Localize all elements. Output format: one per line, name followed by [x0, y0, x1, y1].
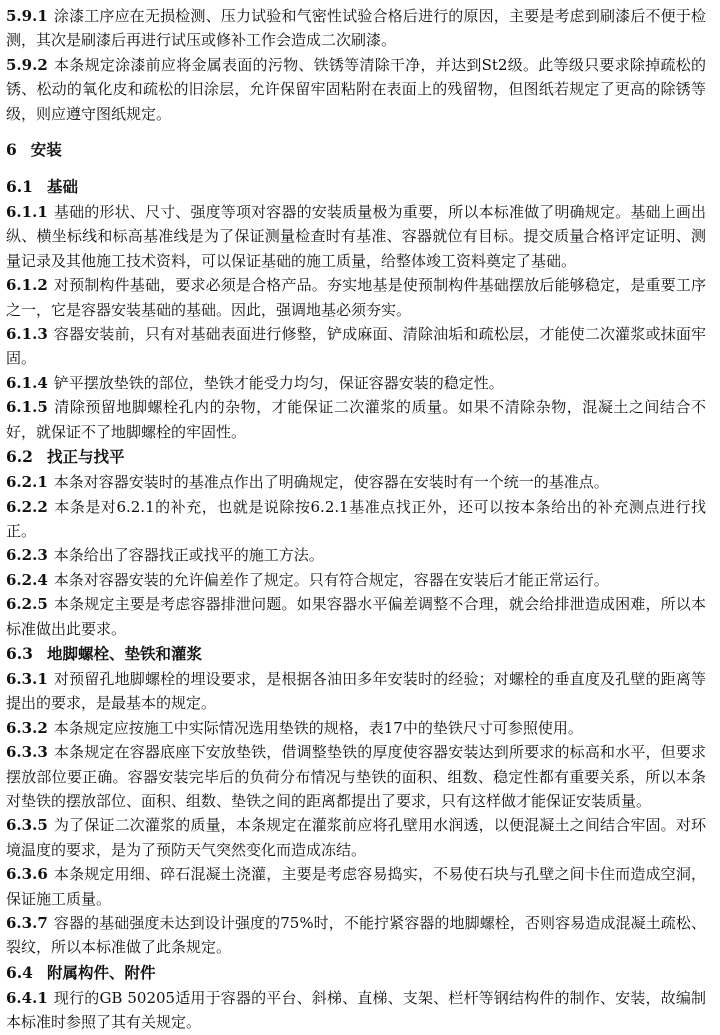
clause-number: 6.1.5: [6, 398, 48, 417]
clause-text: 本条规定涂漆前应将金属表面的污物、铁锈等清除干净，并达到St2级。此等级只要求除掉疏松的锈、松动的氧化皮和疏松的旧涂层，允许保留牢固粘附在表面上的残留物，但图纸若规定了更高的除锈等级，则应遵守图纸规定。: [6, 55, 706, 123]
section-heading: [6, 641, 706, 667]
clause-number: 6.2.1: [6, 473, 48, 492]
section-heading: [6, 960, 706, 986]
clause-number: 6.2.5: [6, 595, 48, 614]
clause-text: 为了保证二次灌浆的质量，本条规定在灌浆前应将孔壁用水润透，以便混凝土之间结合牢固。对环境温度的要求，是为了预防天气突然变化而造成冻结。: [6, 816, 706, 859]
clause-paragraph: [6, 322, 706, 371]
clause-number: 6.1.1: [6, 203, 48, 222]
clause-paragraph: [6, 667, 706, 716]
clause-text: 本条给出了容器找正或找平的施工方法。: [53, 546, 324, 565]
clause-number: 6.1.4: [6, 373, 48, 392]
clause-text: 对预制构件基础，要求必须是合格产品。夯实地基是使预制构件基础摆放后能够稳定，是重要工序之一，它是容器安装基础的基础。因此，强调地基必须夯实。: [6, 276, 706, 319]
clause-paragraph: [6, 986, 706, 1035]
clause-text: 清除预留地脚螺栓孔内的杂物，才能保证二次灌浆的质量。如果不清除杂物，混凝土之间结合不好，就保证不了地脚螺栓的牢固性。: [6, 398, 706, 441]
clause-paragraph: [6, 4, 706, 53]
clause-number: 6.2: [6, 447, 33, 467]
section-heading: [6, 174, 706, 200]
clause-paragraph: [6, 395, 706, 444]
clause-paragraph: [6, 813, 706, 862]
clause-paragraph: [6, 862, 706, 911]
clause-text: 本条对容器安装时的基准点作出了明确规定，使容器在安装时有一个统一的基准点。: [53, 473, 609, 492]
clause-paragraph: [6, 740, 706, 813]
clause-number: 6.1: [6, 177, 33, 197]
clause-text: 现行的GB 50205适用于容器的平台、斜梯、直梯、支架、栏杆等钢结构件的制作、安装，故编制本标准时参照了其有关规定。: [6, 988, 706, 1032]
clause-number: 6.3.1: [6, 669, 48, 688]
clause-number: 6.3.2: [6, 718, 48, 737]
clause-text: 本条对容器安装的允许偏差作了规定。只有符合规定，容器在安装后才能正常运行。: [53, 570, 609, 589]
clause-text: 涂漆工序应在无损检测、压力试验和气密性试验合格后进行的原因，主要是考虑到刷漆后不便于检测，其次是刷漆后再进行试压或修补工作会造成二次刷漆。: [6, 7, 706, 50]
clause-number: 6.1.2: [6, 276, 48, 295]
clause-number: 6.2.3: [6, 546, 48, 565]
clause-text: 安装: [30, 140, 62, 160]
clause-text: 基础的形状、尺寸、强度等项对容器的安装质量极为重要，所以本标准做了明确规定。基础上画出纵、横坐标线和标高基准线是为了保证测量检查时有基准、容器就位有目标。提交质量合格评定证明、测量记录及其他施工技术资料，可以保证基础的施工质量，给整体竣工资料奠定了基础。: [6, 203, 706, 270]
clause-paragraph: [6, 911, 706, 960]
clause-number: 6.3.6: [6, 865, 48, 884]
clause-number: 6.3.3: [6, 743, 48, 762]
clause-paragraph: [6, 273, 706, 322]
clause-text: 基础: [46, 177, 78, 197]
clause-paragraph: [6, 543, 706, 567]
clause-paragraph: [6, 200, 706, 273]
clause-paragraph: [6, 371, 706, 395]
clause-paragraph: [6, 53, 706, 126]
clause-text: 找正与找平: [46, 447, 125, 467]
clause-number: 6.3.5: [6, 816, 48, 835]
clause-text: 本条是对6.2.1的补充，也就是说除按6.2.1基准点找正外，还可以按本条给出的补充测点进行找正。: [6, 497, 706, 540]
clause-paragraph: [6, 568, 706, 592]
clause-text: 本条规定在容器底座下安放垫铁，借调整垫铁的厚度使容器安装达到所要求的标高和水平，但要求摆放部位要正确。容器安装完毕后的负荷分布情况与垫铁的面积、组数、稳定性都有重要关系，所以本条对垫铁的摆放部位、面积、组数、垫铁之间的距离都提出了要求，只有这样做才能保证安装质量。: [6, 743, 706, 810]
clause-text: 地脚螺栓、垫铁和灌浆: [46, 643, 202, 663]
clause-number: 6.2.4: [6, 570, 48, 589]
clause-text: 容器的基础强度未达到设计强度的75%时，不能拧紧容器的地脚螺栓，否则容易造成混凝土疏松、裂纹，所以本标准做了此条规定。: [6, 914, 706, 957]
clause-number: 6: [6, 140, 17, 160]
clause-text: 本条规定主要是考虑容器排泄问题。如果容器水平偏差调整不合理，就会给排泄造成困难，所以本标准做出此要求。: [6, 595, 706, 638]
clause-number: 6.3: [6, 643, 33, 663]
clause-number: 6.4: [6, 962, 33, 982]
clause-paragraph: [6, 592, 706, 641]
clause-number: 6.2.2: [6, 497, 48, 516]
clause-text: 铲平摆放垫铁的部位，垫铁才能受力均匀，保证容器安装的稳定性。: [53, 373, 504, 392]
clause-paragraph: [6, 716, 706, 740]
clause-text: 本条规定用细、碎石混凝土浇灌，主要是考虑容易捣实，不易使石块与孔壁之间卡住而造成空洞，保证施工质量。: [6, 865, 706, 908]
clause-text: 本条规定应按施工中实际情况选用垫铁的规格，表17中的垫铁尺寸可参照使用。: [53, 718, 583, 737]
clause-number: 6.1.3: [6, 325, 48, 344]
clause-paragraph: [6, 470, 706, 494]
clause-text: 容器安装前，只有对基础表面进行修整，铲成麻面、清除油垢和疏松层，才能使二次灌浆或抹面牢固。: [6, 325, 706, 368]
section-heading: [6, 444, 706, 470]
chapter-heading: [6, 138, 706, 162]
clause-text: 附属构件、附件: [46, 962, 156, 982]
clause-number: 6.4.1: [6, 988, 48, 1007]
clause-text: 对预留孔地脚螺栓的埋设要求，是根据各油田多年安装时的经验；对螺栓的垂直度及孔壁的距离等提出的要求，是最基本的规定。: [6, 669, 706, 713]
clause-paragraph: [6, 495, 706, 544]
clause-number: 5.9.2: [6, 55, 48, 74]
clause-number: 6.3.7: [6, 914, 48, 932]
clause-number: 5.9.1: [6, 7, 48, 25]
